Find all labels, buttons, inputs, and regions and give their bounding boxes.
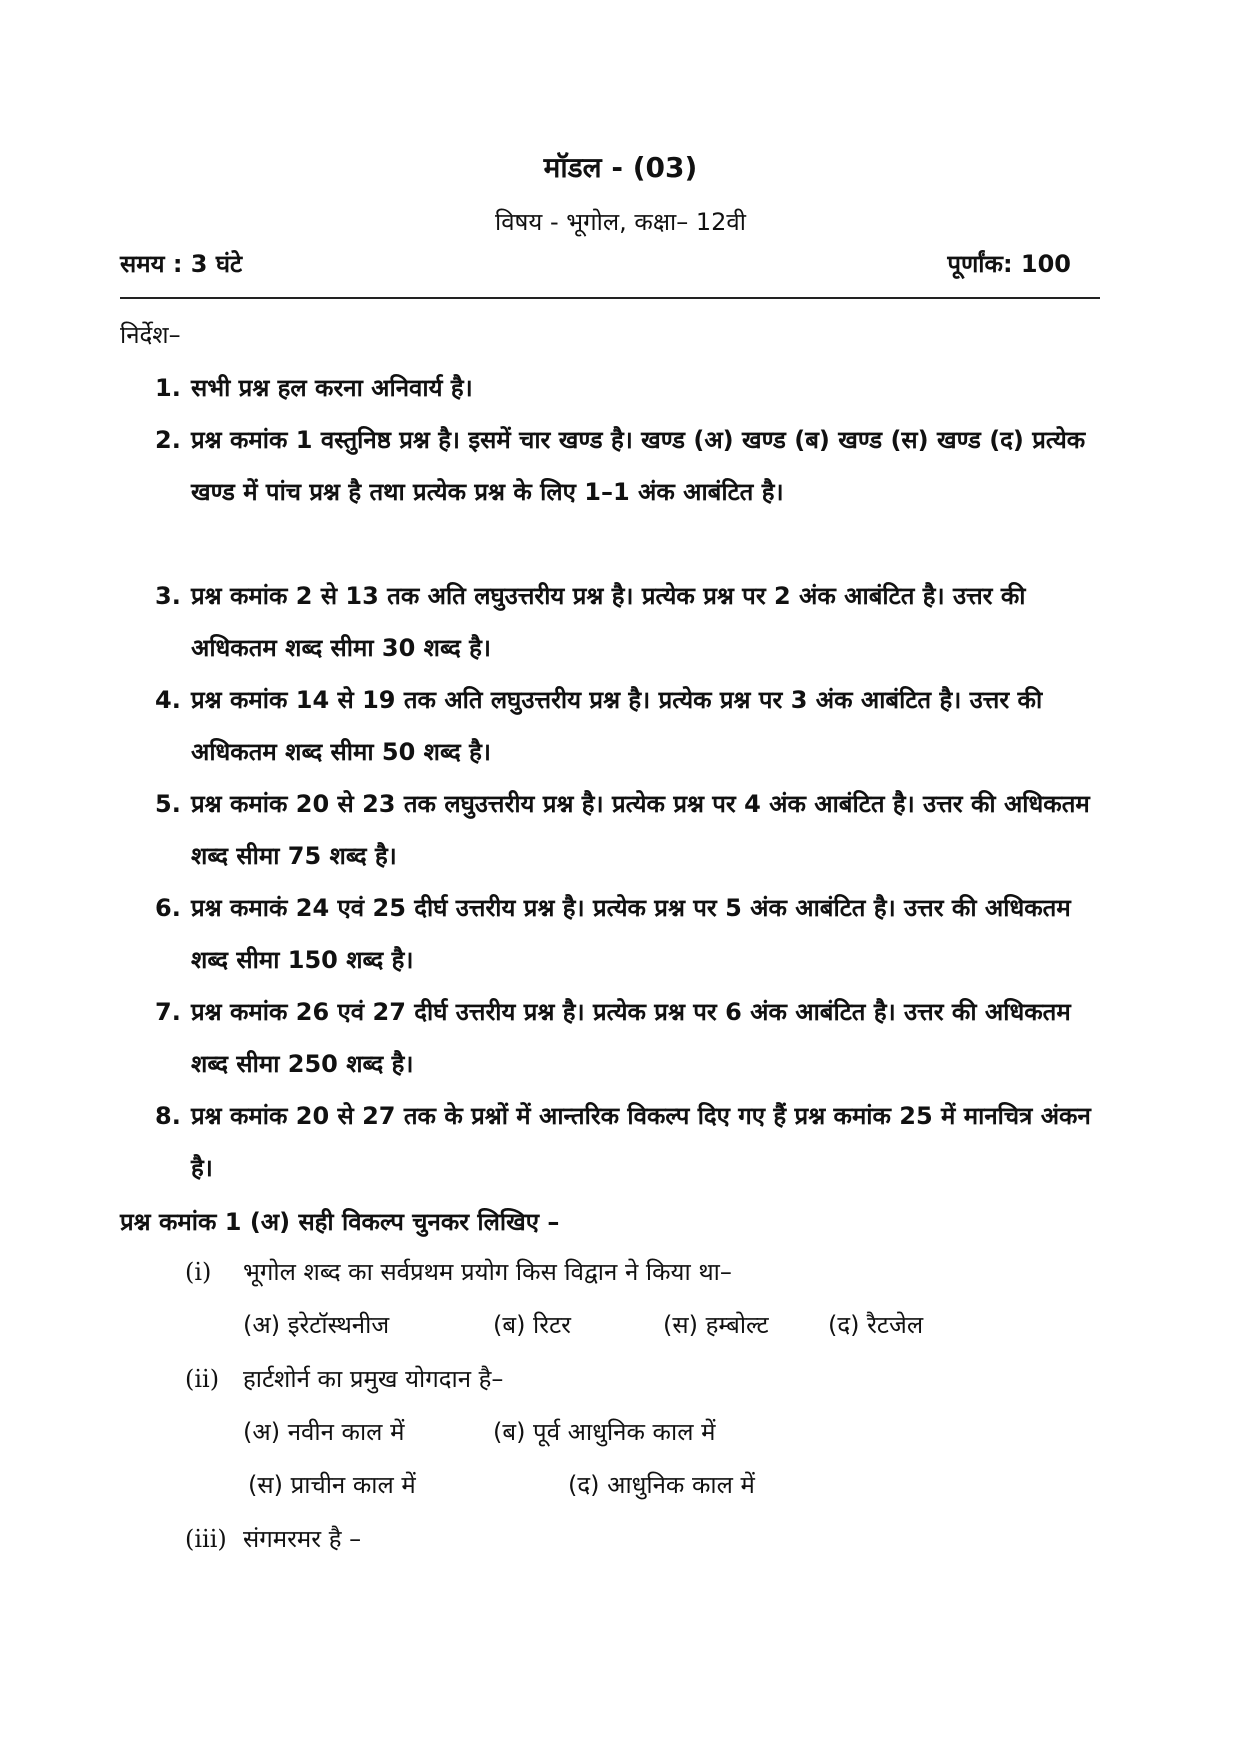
instruction-item [155, 362, 1115, 414]
option: (स) हम्बोल्ट [663, 1311, 769, 1339]
instruction-number: 7. [155, 998, 181, 1026]
question-number: (i) [185, 1258, 212, 1286]
instruction-number: 2. [155, 426, 181, 454]
instruction-item [155, 986, 1115, 1090]
time-allowed: समय : 3 घंटे [120, 250, 243, 278]
instruction-number: 8. [155, 1102, 181, 1130]
question-number: (ii) [185, 1365, 220, 1393]
max-marks: पूर्णांक: 100 [947, 250, 1071, 278]
instruction-text: सभी प्रश्न हल करना अनिवार्य है। [191, 374, 473, 402]
paper-subject: विषय - भूगोल, कक्षा– 12वी [495, 208, 746, 236]
question [185, 1362, 503, 1395]
question-text: भूगोल शब्द का सर्वप्रथम प्रयोग किस विद्वान ने किया था– [243, 1258, 732, 1286]
instruction-item [155, 674, 1115, 778]
question-number: (iii) [185, 1525, 227, 1553]
option: (अ) नवीन काल में [243, 1418, 405, 1446]
instruction-text: प्रश्न कमाकं 24 एवं 25 दीर्घ उत्तरीय प्रश्न है। प्रत्येक प्रश्न पर 5 अंक आबंटित है। उत्तर की अधिकतम शब्द सीमा 150 शब्द है। [191, 894, 1071, 974]
instruction-text: प्रश्न कमांक 20 से 23 तक लघुउत्तरीय प्रश्न है। प्रत्येक प्रश्न पर 4 अंक आबंटित है। उत्तर की अधिकतम शब्द सीमा 75 शब्द है। [191, 790, 1090, 870]
instruction-text: प्रश्न कमांक 20 से 27 तक के प्रश्नों में आन्तरिक विकल्प दिए गए हैं प्रश्न कमांक 25 में मानचित्र अंकन है। [191, 1102, 1091, 1182]
section-heading: प्रश्न कमांक 1 (अ) सही विकल्प चुनकर लिखिए – [120, 1208, 560, 1236]
instruction-text: प्रश्न कमांक 1 वस्तुनिष्ठ प्रश्न है। इसमें चार खण्ड है। खण्ड (अ) खण्ड (ब) खण्ड (स) खण्ड (द) प्रत्येक खण्ड में पांच प्रश्न है तथा प्रत्येक प्रश्न के लिए 1–1 अंक आबंटित है। [191, 426, 1086, 506]
instruction-item [155, 882, 1115, 986]
question-text: हार्टशोर्न का प्रमुख योगदान है– [243, 1365, 504, 1393]
option: (ब) रिटर [493, 1311, 572, 1339]
instruction-number: 6. [155, 894, 181, 922]
instruction-item [155, 414, 1115, 518]
option: (द) रैटजेल [828, 1311, 924, 1339]
paper-title: मॉडल - (03) [543, 151, 698, 184]
question-text: संगमरमर है – [243, 1525, 362, 1553]
instruction-number: 5. [155, 790, 181, 818]
instruction-number: 3. [155, 582, 181, 610]
option: (स) प्राचीन काल में [248, 1471, 416, 1499]
instruction-number: 1. [155, 374, 181, 402]
question [185, 1255, 732, 1288]
instruction-item [155, 778, 1115, 882]
option: (द) आधुनिक काल में [568, 1471, 755, 1499]
instruction-number: 4. [155, 686, 181, 714]
instruction-item [155, 1090, 1115, 1194]
instructions-heading: निर्देश– [120, 321, 181, 349]
instruction-item [155, 570, 1115, 674]
option: (ब) पूर्व आधुनिक काल में [493, 1418, 716, 1446]
instruction-text: प्रश्न कमांक 2 से 13 तक अति लघुउत्तरीय प्रश्न है। प्रत्येक प्रश्न पर 2 अंक आबंटित है। उत्तर की अधिकतम शब्द सीमा 30 शब्द है। [191, 582, 1026, 662]
question [185, 1522, 361, 1555]
instruction-text: प्रश्न कमांक 26 एवं 27 दीर्घ उत्तरीय प्रश्न है। प्रत्येक प्रश्न पर 6 अंक आबंटित है। उत्तर की अधिकतम शब्द सीमा 250 शब्द है। [191, 998, 1071, 1078]
option: (अ) इरेटॉस्थनीज [243, 1311, 390, 1339]
header-rule [120, 297, 1100, 299]
instruction-text: प्रश्न कमांक 14 से 19 तक अति लघुउत्तरीय प्रश्न है। प्रत्येक प्रश्न पर 3 अंक आबंटित है। उत्तर की अधिकतम शब्द सीमा 50 शब्द है। [191, 686, 1043, 766]
